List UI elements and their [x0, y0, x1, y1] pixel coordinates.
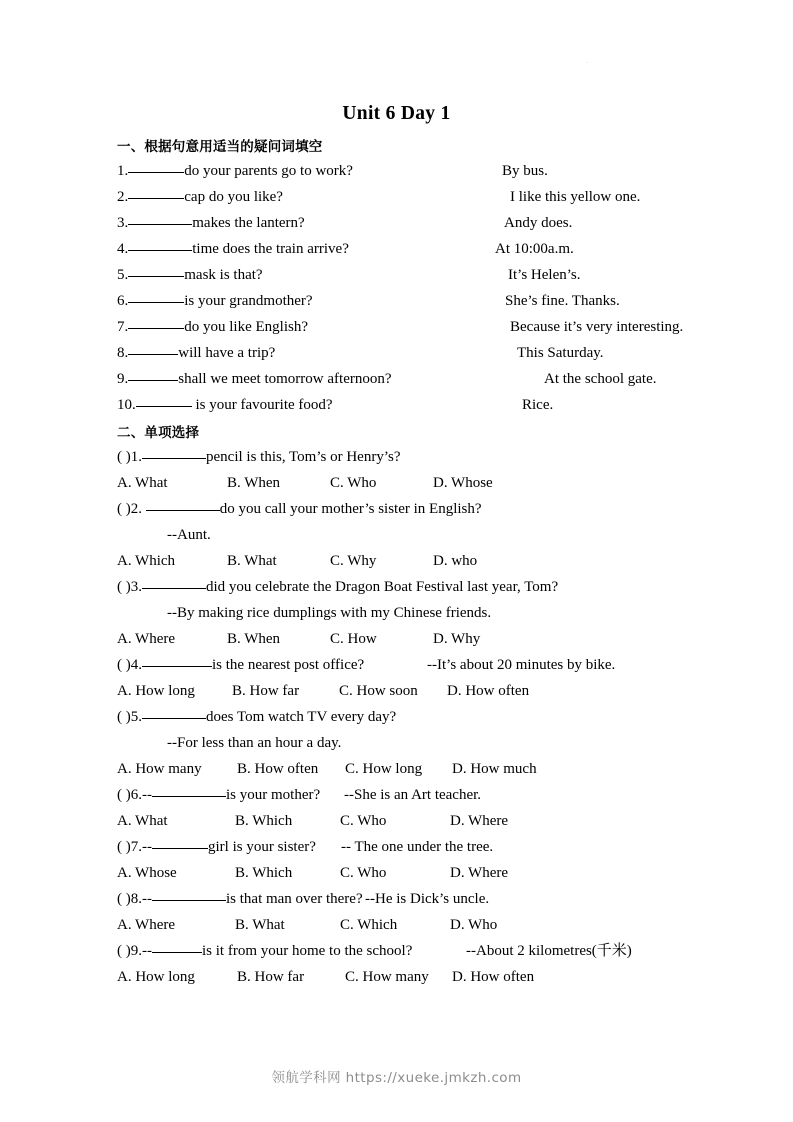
fill-blank-row: [117, 288, 717, 314]
mc-stem-text: is it from your home to the school?: [201, 943, 413, 959]
footer-watermark: 领航学科网 https://xueke.jmkzh.com: [271, 1070, 522, 1086]
fill-blank-prompt: [117, 392, 333, 418]
mc-stem-row: [117, 834, 717, 860]
fill-blank-prompt: [117, 158, 353, 184]
mc-stem: [117, 782, 320, 808]
fill-blank-prompt: [117, 366, 392, 392]
mc-option[interactable]: C. How soon: [339, 683, 418, 699]
answer-bracket[interactable]: ( )1.: [117, 449, 142, 465]
mc-option[interactable]: A. How long: [117, 969, 195, 985]
fill-blank-row: [117, 210, 717, 236]
mc-reply-text: --She is an Art teacher.: [344, 787, 482, 803]
question-text: mask is that?: [184, 267, 263, 283]
mc-options-row: [117, 678, 717, 704]
answer-text: At 10:00a.m.: [495, 241, 574, 257]
fill-blank-row: [117, 236, 717, 262]
mc-option[interactable]: B. When: [227, 475, 281, 491]
mc-option[interactable]: A. Whose: [117, 865, 177, 881]
fill-blank-row: [117, 314, 717, 340]
answer-text: At the school gate.: [544, 371, 657, 387]
fill-blank-row: [117, 184, 717, 210]
multiple-choice-question: [117, 704, 717, 782]
fill-blank-prompt: [117, 288, 313, 314]
mc-options-row: [117, 470, 717, 496]
answer-bracket[interactable]: ( )4.: [117, 657, 142, 673]
mc-stem-row: [117, 938, 717, 964]
mc-reply-line: --Aunt.: [167, 527, 211, 543]
mc-option[interactable]: B. What: [227, 553, 277, 569]
mc-option[interactable]: A. Which: [117, 553, 176, 569]
question-text: do your parents go to work?: [184, 163, 353, 179]
fill-blank-row: [117, 158, 717, 184]
answer-text: This Saturday.: [517, 345, 604, 361]
multiple-choice-question: [117, 574, 717, 652]
multiple-choice-question: [117, 938, 717, 990]
mc-option[interactable]: D. Where: [450, 813, 509, 829]
question-number: 7.: [117, 319, 129, 335]
mc-options-row: [117, 548, 717, 574]
answer-text: Rice.: [522, 397, 554, 413]
mc-options-row: [117, 626, 717, 652]
answer-bracket[interactable]: ( )8.--: [117, 891, 152, 907]
multiple-choice-question: [117, 834, 717, 886]
mc-stem: [117, 886, 363, 912]
answer-text: She’s fine. Thanks.: [505, 293, 620, 309]
mc-reply-text: --It’s about 20 minutes by bike.: [427, 657, 616, 673]
question-number: 6.: [117, 293, 129, 309]
mc-option[interactable]: C. Which: [340, 917, 398, 933]
answer-bracket[interactable]: ( )2.: [117, 501, 146, 517]
mc-option[interactable]: C. How long: [345, 761, 423, 777]
mc-option[interactable]: C. Who: [340, 865, 387, 881]
answer-blank[interactable]: [146, 497, 220, 511]
question-number: 10.: [117, 397, 136, 413]
mc-reply-text: -- The one under the tree.: [341, 839, 494, 855]
mc-options-row: [117, 964, 717, 990]
question-number: 9.: [117, 371, 129, 387]
mc-reply-line: --By making rice dumplings with my Chinese friends.: [167, 605, 492, 621]
question-text: time does the train arrive?: [192, 241, 349, 257]
mc-reply-line: --For less than an hour a day.: [167, 735, 342, 751]
mc-option[interactable]: D. who: [433, 553, 478, 569]
multiple-choice-question: [117, 444, 717, 496]
question-text: will have a trip?: [178, 345, 276, 361]
section-1-heading: 一、根据句意用适当的疑问词填空: [117, 139, 323, 155]
mc-option[interactable]: B. How often: [237, 761, 319, 777]
question-number: 2.: [117, 189, 129, 205]
answer-bracket[interactable]: ( )9.--: [117, 943, 152, 959]
mc-option[interactable]: B. Which: [235, 865, 293, 881]
mc-stem-text: is the nearest post office?: [212, 657, 365, 673]
mc-stem-row: [117, 444, 717, 470]
answer-blank[interactable]: [128, 367, 178, 381]
answer-blank[interactable]: [128, 263, 184, 277]
answer-blank[interactable]: [152, 783, 226, 797]
mc-options-row: [117, 808, 717, 834]
answer-blank[interactable]: [136, 393, 192, 407]
mc-stem: [117, 444, 401, 470]
question-text: do you like English?: [184, 319, 308, 335]
mc-option[interactable]: C. How: [330, 631, 377, 647]
mc-stem-row: [117, 886, 717, 912]
mc-stem-row: [117, 704, 717, 730]
multiple-choice-question: [117, 496, 717, 574]
mc-stem-text: girl is your sister?: [207, 839, 316, 855]
document-body: [117, 136, 717, 990]
answer-text: Because it’s very interesting.: [510, 319, 684, 335]
question-number: 8.: [117, 345, 129, 361]
mc-options-row: [117, 912, 717, 938]
mc-option[interactable]: B. When: [227, 631, 281, 647]
mc-option[interactable]: A. What: [117, 475, 168, 491]
mc-option[interactable]: A. What: [117, 813, 168, 829]
page-title: Unit 6 Day 1: [342, 103, 451, 124]
mc-stem-row: [117, 574, 717, 600]
question-number: 5.: [117, 267, 129, 283]
mc-option[interactable]: C. Who: [330, 475, 377, 491]
answer-blank[interactable]: [142, 575, 206, 589]
fill-blank-row: [117, 340, 717, 366]
mc-option[interactable]: D. Where: [450, 865, 509, 881]
question-number: 1.: [117, 163, 129, 179]
mc-stem-row: [117, 782, 717, 808]
answer-blank[interactable]: [128, 289, 184, 303]
answer-blank[interactable]: [152, 887, 226, 901]
mc-option[interactable]: B. How far: [237, 969, 305, 985]
question-text: is your favourite food?: [191, 397, 333, 413]
fill-blank-prompt: [117, 210, 305, 236]
answer-blank[interactable]: [128, 211, 192, 225]
question-number: 3.: [117, 215, 129, 231]
multiple-choice-question: [117, 652, 717, 704]
page-speck-mark: ·: [586, 59, 589, 67]
fill-blank-prompt: [117, 262, 263, 288]
section-1-questions: [117, 158, 717, 418]
fill-blank-row: [117, 366, 717, 392]
question-text: is your grandmother?: [184, 293, 313, 309]
mc-stem-text: does Tom watch TV every day?: [206, 709, 397, 725]
mc-option[interactable]: A. How long: [117, 683, 195, 699]
mc-reply-text: --He is Dick’s uncle.: [365, 891, 490, 907]
fill-blank-prompt: [117, 236, 349, 262]
question-text: cap do you like?: [184, 189, 283, 205]
answer-bracket[interactable]: ( )6.--: [117, 787, 152, 803]
answer-text: It’s Helen’s.: [508, 267, 581, 283]
mc-stem: [117, 704, 396, 730]
mc-options-row: [117, 860, 717, 886]
mc-option[interactable]: D. Whose: [433, 475, 493, 491]
mc-option[interactable]: C. Why: [330, 553, 377, 569]
multiple-choice-question: [117, 782, 717, 834]
mc-option[interactable]: D. How often: [452, 969, 535, 985]
mc-stem: [117, 574, 558, 600]
mc-option[interactable]: D. Who: [450, 917, 498, 933]
fill-blank-prompt: [117, 314, 308, 340]
answer-blank[interactable]: [128, 185, 184, 199]
answer-bracket[interactable]: ( )5.: [117, 709, 142, 725]
mc-option[interactable]: D. How much: [452, 761, 537, 777]
mc-stem-row: [117, 652, 717, 678]
mc-stem: [117, 496, 482, 522]
answer-blank[interactable]: [142, 445, 206, 459]
answer-text: Andy does.: [504, 215, 573, 231]
answer-blank[interactable]: [142, 705, 206, 719]
answer-blank[interactable]: [128, 315, 184, 329]
mc-options-row: [117, 756, 717, 782]
mc-option[interactable]: A. Where: [117, 917, 176, 933]
mc-option[interactable]: B. Which: [235, 813, 293, 829]
answer-blank[interactable]: [142, 653, 212, 667]
mc-reply-text: --About 2 kilometres(千米): [466, 943, 632, 959]
mc-stem-text: is your mother?: [225, 787, 321, 803]
mc-option[interactable]: C. Who: [340, 813, 387, 829]
mc-stem: [117, 938, 412, 964]
answer-text: By bus.: [502, 163, 548, 179]
question-text: makes the lantern?: [192, 215, 305, 231]
multiple-choice-question: [117, 886, 717, 938]
mc-option[interactable]: D. How often: [447, 683, 530, 699]
mc-stem-text: is that man over there?: [225, 891, 363, 907]
answer-bracket[interactable]: ( )3.: [117, 579, 142, 595]
mc-stem-text: do you call your mother’s sister in English?: [219, 501, 482, 517]
section-2-questions: [117, 444, 717, 990]
fill-blank-row: [117, 262, 717, 288]
fill-blank-row: [117, 392, 717, 418]
answer-blank[interactable]: [128, 237, 192, 251]
mc-option[interactable]: D. Why: [433, 631, 481, 647]
mc-option[interactable]: A. How many: [117, 761, 202, 777]
answer-blank[interactable]: [128, 341, 178, 355]
answer-bracket[interactable]: ( )7.--: [117, 839, 152, 855]
mc-stem: [117, 652, 364, 678]
answer-blank[interactable]: [128, 159, 184, 173]
answer-blank[interactable]: [152, 939, 202, 953]
mc-option[interactable]: C. How many: [345, 969, 429, 985]
section-2-heading: 二、单项选择: [117, 425, 200, 441]
fill-blank-prompt: [117, 184, 283, 210]
mc-stem-row: [117, 496, 717, 522]
mc-option[interactable]: B. How far: [232, 683, 300, 699]
answer-blank[interactable]: [152, 835, 208, 849]
answer-text: I like this yellow one.: [510, 189, 641, 205]
question-number: 4.: [117, 241, 129, 257]
mc-stem-text: did you celebrate the Dragon Boat Festival last year, Tom?: [206, 579, 559, 595]
fill-blank-prompt: [117, 340, 275, 366]
mc-stem-text: pencil is this, Tom’s or Henry’s?: [206, 449, 401, 465]
question-text: shall we meet tomorrow afternoon?: [178, 371, 392, 387]
mc-option[interactable]: B. What: [235, 917, 285, 933]
mc-stem: [117, 834, 316, 860]
mc-option[interactable]: A. Where: [117, 631, 176, 647]
